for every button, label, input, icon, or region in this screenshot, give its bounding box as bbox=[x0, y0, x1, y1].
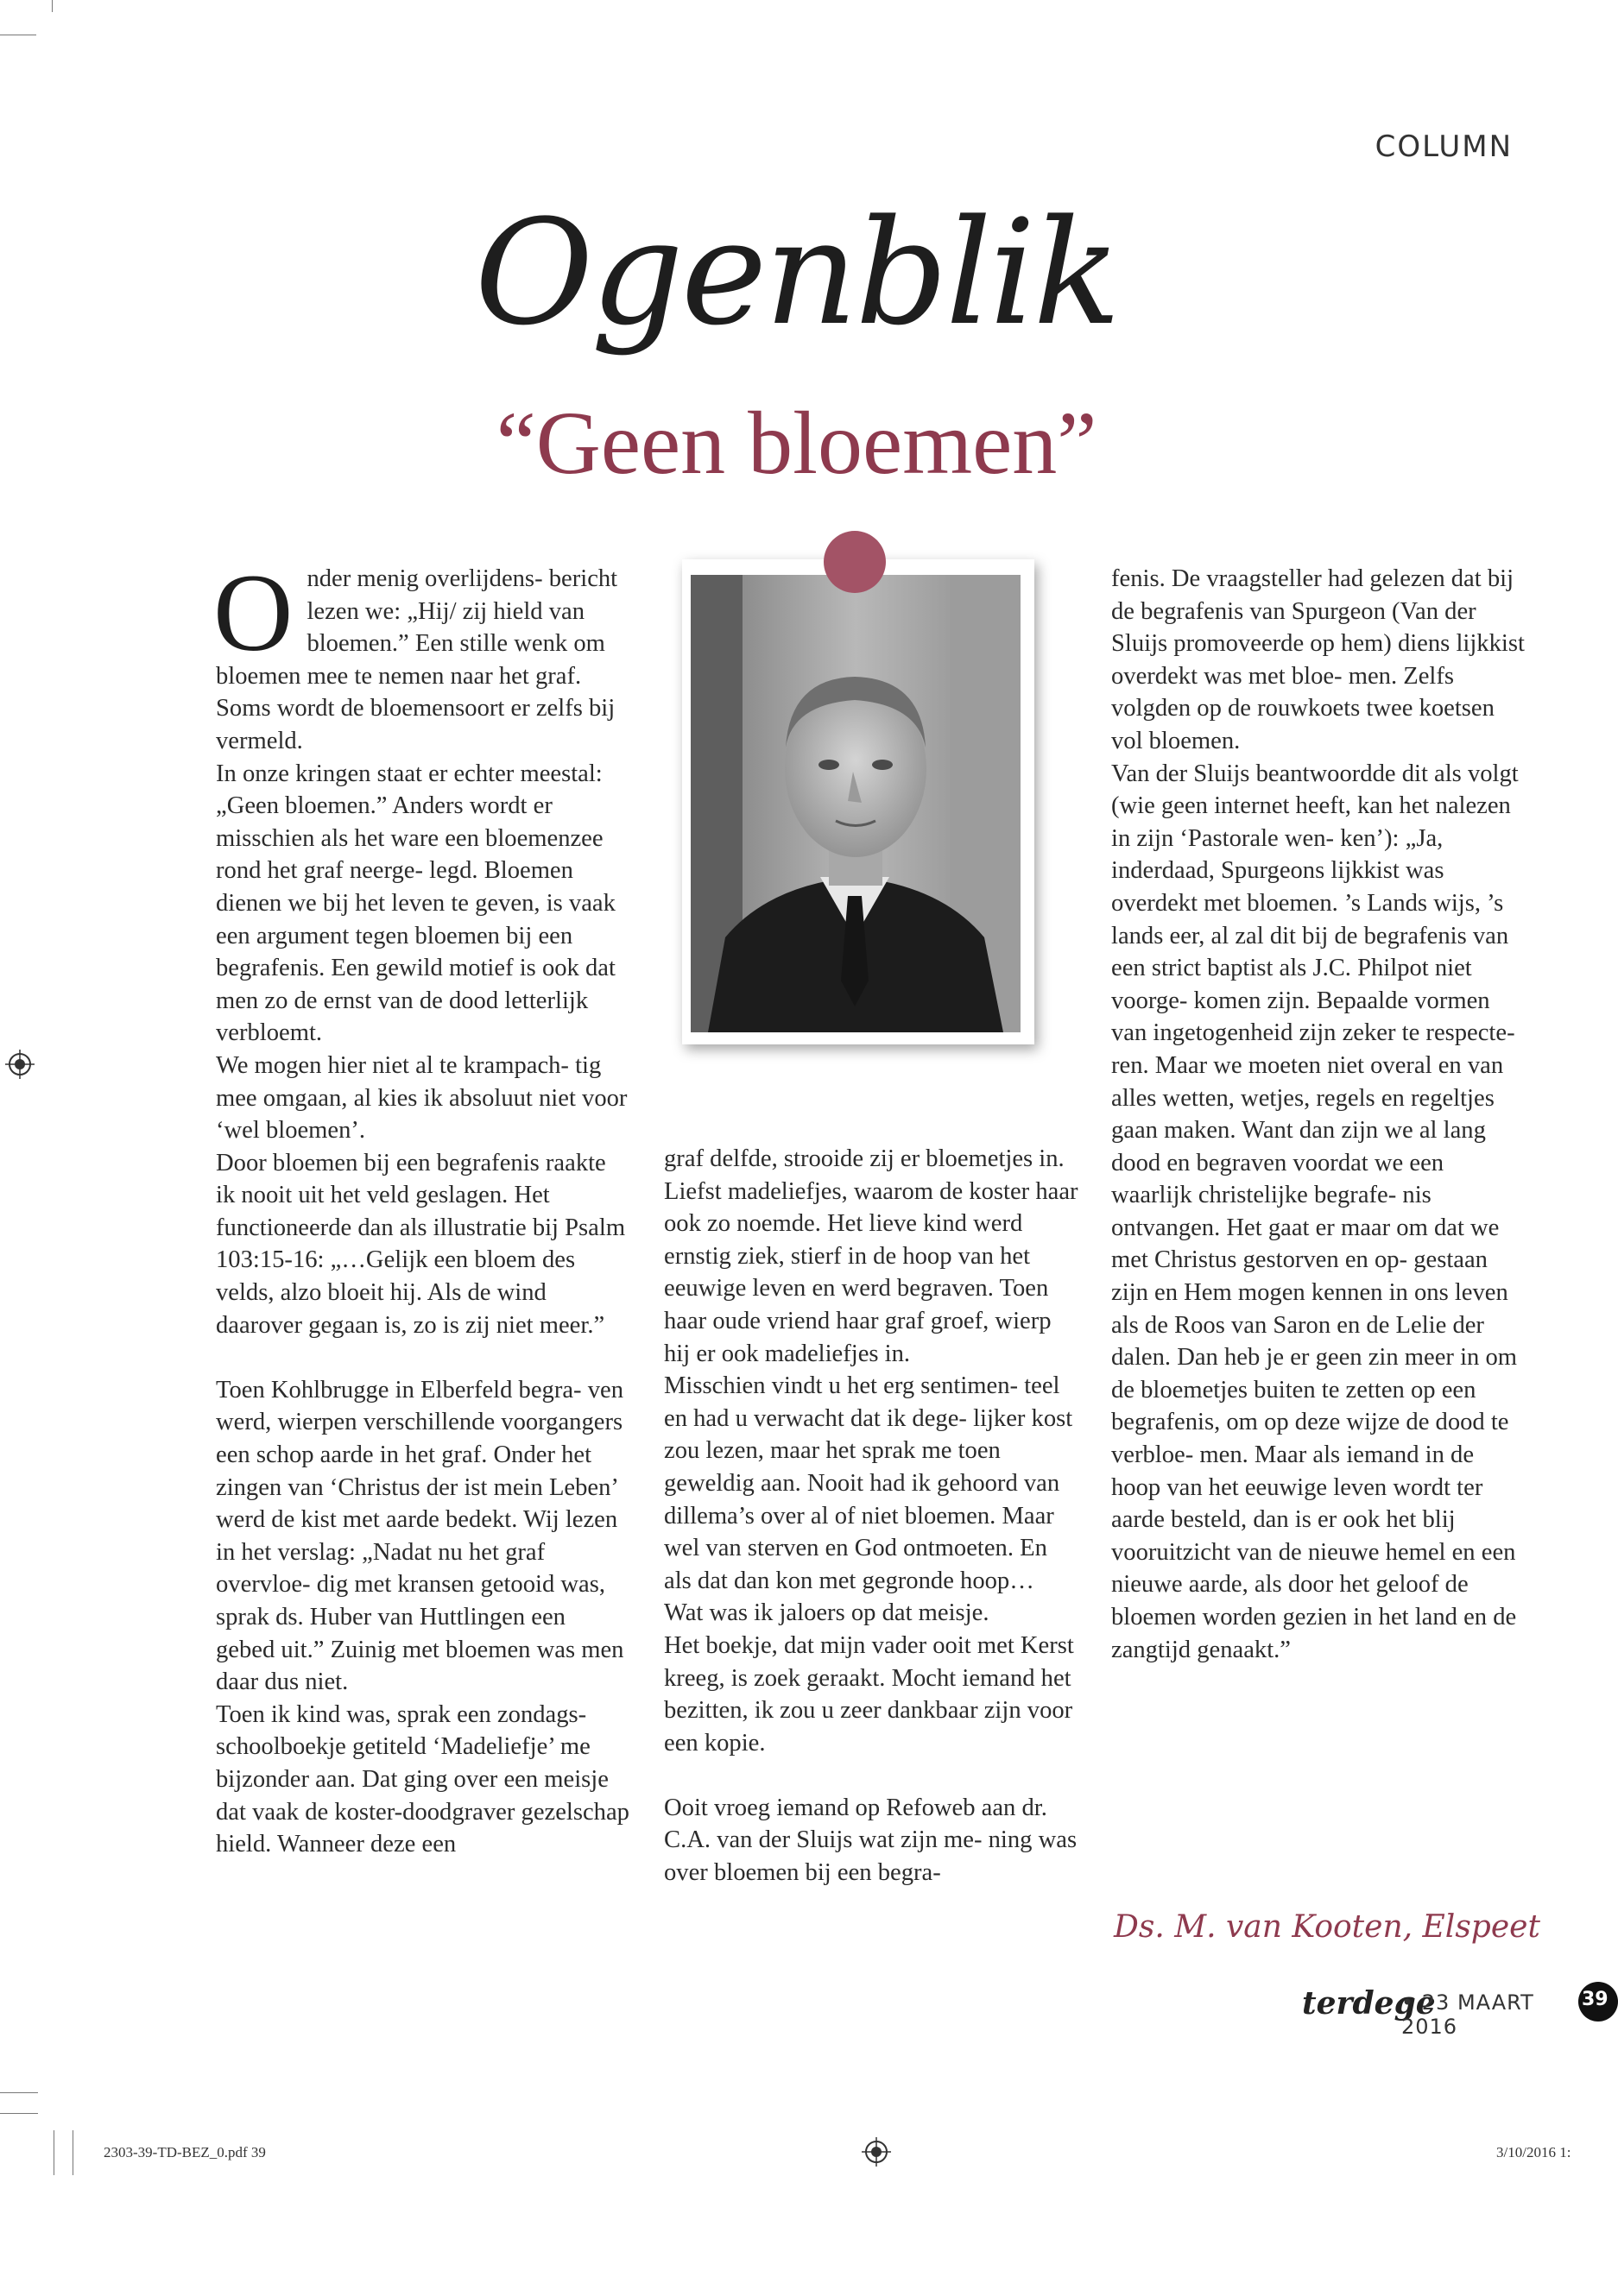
page-number-badge bbox=[1578, 1982, 1618, 2022]
text-column-2 bbox=[664, 1143, 1078, 1889]
print-file-label: 2303-39-TD-BEZ_0.pdf 39 bbox=[104, 2144, 266, 2160]
author-signature: Ds. M. van Kooten, Elspeet bbox=[1114, 1909, 1540, 1945]
paragraph: In onze kringen staat er echter meestal: „Geen bloemen.” Anders wordt er misschien als het ware een bloemenzee rond het graf neerge- legd. Bloemen dienen we bij het leven te geven, is vaak een argument tegen bloemen bij een begrafenis. Een gewild motief is ook dat men zo de ernst van de dood letterlijk verbloemt. bbox=[216, 760, 616, 1047]
crop-mark bbox=[0, 2113, 38, 2114]
page-number: 39 bbox=[1582, 1989, 1609, 2010]
paragraph: graf delfde, strooide zij er bloemetjes in. Liefst madeliefjes, waarom de koster haar ook zo noemde. Het lieve kind werd ernstig ziek, stierf in de hoop van het eeuwige leven en werd begraven. Toen haar oude vriend haar graf groef, wierp hij er ook madeliefjes in. bbox=[664, 1145, 1078, 1367]
text-column-1 bbox=[213, 552, 630, 1861]
portrait-photo bbox=[691, 575, 1021, 1032]
crop-mark bbox=[52, 0, 53, 12]
print-timestamp: 3/10/2016 1: bbox=[1496, 2144, 1571, 2160]
paragraph: Ooit vroeg iemand op Refoweb aan dr. C.A. van der Sluijs wat zijn me- ning was over bloemen bij een begra- bbox=[664, 1794, 1078, 1887]
article-title: Ogenblik bbox=[474, 188, 1119, 357]
paragraph: Door bloemen bij een begrafenis raakte ik nooit uit het veld geslagen. Het functioneerde dan als illustratie bij Psalm 103:15-16: „…Gelijk een bloem des velds, alzo bloeit hij. Als de wind daarover gegaan is, zo is zij niet meer.” bbox=[216, 1149, 626, 1339]
portrait-photo-frame bbox=[682, 559, 1034, 1044]
issue-date: • 23 MAART 2016 bbox=[1401, 1990, 1534, 2039]
paragraph: We mogen hier niet al te krampach- tig mee omgaan, al kies ik absoluut niet voor ‘wel bloemen’. bbox=[216, 1051, 628, 1145]
registration-mark-icon bbox=[862, 2137, 891, 2167]
registration-mark-icon bbox=[5, 1050, 35, 1079]
paragraph: Misschien vindt u het erg sentimen- teel en had u verwacht dat ik dege- lijker kost zou lezen, maar het sprak me toen geweldig aan. Nooit had ik gehoord van dillema’s over al of niet bloemen. Maar wel van sterven en God ontmoeten. En als dat dan kon met gegronde hoop… Wat was ik jaloers op dat meisje. bbox=[664, 1372, 1073, 1627]
article-subtitle: “Geen bloemen” bbox=[496, 394, 1097, 493]
paragraph: Toen ik kind was, sprak een zondags- schoolboekje getiteld ‘Madeliefje’ me bijzonder aan. Dat ging over een meisje dat vaak de koster-doodgraver gezelschap hield. Wanneer deze een bbox=[216, 1700, 629, 1858]
drop-cap: O bbox=[213, 552, 294, 674]
paragraph: Het boekje, dat mijn vader ooit met Kerst kreeg, is zoek geraakt. Mocht iemand het bezitten, ik zou u zeer dankbaar zijn voor een kopie. bbox=[664, 1631, 1074, 1757]
portrait-image bbox=[691, 575, 1021, 1032]
text-column-3 bbox=[1111, 563, 1526, 1666]
section-label: COLUMN bbox=[1375, 129, 1513, 164]
crop-mark bbox=[0, 2092, 38, 2093]
paragraph: Toen Kohlbrugge in Elberfeld begra- ven werd, wierpen verschillende voorgangers een schop aarde in het graf. Onder het zingen van ‘Christus der ist mein Leben’ werd de kist met aarde bedekt. Wij lezen in het verslag: „Nadat nu het graf overvloe- dig met kransen getooid was, sprak ds. Huber van Huttlingen een gebed uit.” Zuinig met bloemen was men daar dus niet. bbox=[216, 1376, 624, 1696]
paragraph: fenis. De vraagsteller had gelezen dat bij de begrafenis van Spurgeon (Van der Sluijs promoveerde op hem) diens lijkkist overdekt was met bloe- men. Zelfs volgden op de rouwkoets twee koetsen vol bloemen. bbox=[1111, 565, 1525, 754]
paragraph: Van der Sluijs beantwoordde dit als volgt (wie geen internet heeft, kan het nalezen in zijn ‘Pastorale wen- ken’): „Ja, inderdaad, Spurgeons lijkkist was overdekt met bloemen. ’s Lands wijs, ’s lands eer, al zal dit bij de begrafenis van een strict baptist als J.C. Philpot niet voorge- komen zijn. Bepaalde vormen van ingetogenheid zijn zeker te respecte- ren. Maar we moeten niet overal en van alles wetten, wetjes, regels en regeltjes gaan maken. Want dan zijn we al lang dood en begraven voordat we een waarlijk christelijke begrafe- nis ontvangen. Het gaat er maar om dat we met Christus gestorven en op- gestaan zijn en Hem mogen kennen in ons leven als de Roos van Saron en de Lelie der dalen. Dan heb je er geen zin meer in om de bloemetjes buiten te zetten op een begrafenis, om op deze wijze de dood te verbloe- men. Maar als iemand in de hoop van het eeuwige leven wordt ter aarde besteld, dan is er ook het blij vooruitzicht van de nieuwe hemel en een nieuwe aarde, als door het geloof de bloemen worden gezien in het land en de zangtijd genaakt.” bbox=[1111, 760, 1519, 1663]
magazine-brand: terdege bbox=[1302, 1985, 1436, 2022]
paragraph: nder menig overlijdens- bericht lezen we: „Hij/ zij hield van bloemen.” Een stille wenk om bloemen mee te nemen naar het graf. Soms wordt de bloemensoort er zelfs bij vermeld. bbox=[216, 565, 618, 754]
pin-dot-icon bbox=[824, 531, 886, 593]
